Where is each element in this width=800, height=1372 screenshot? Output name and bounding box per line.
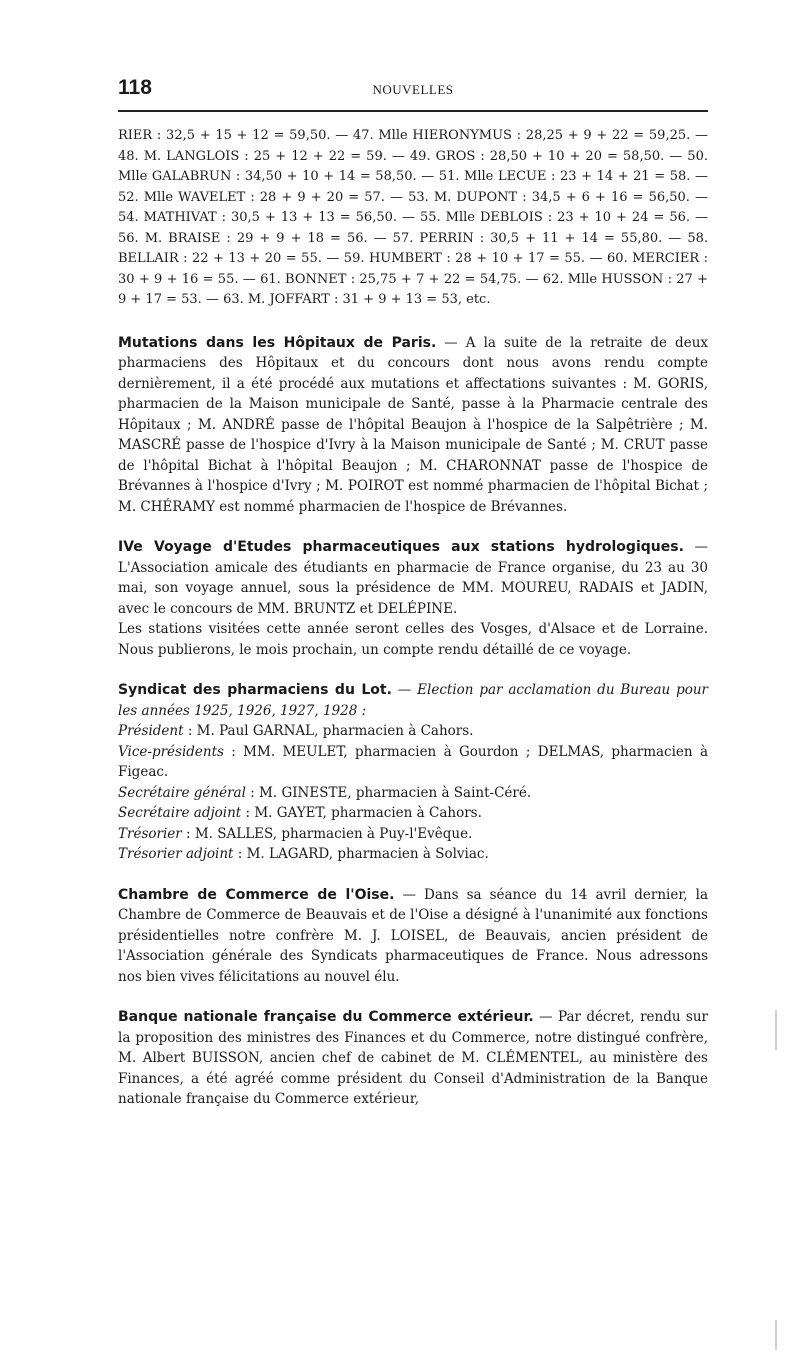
page-number: 118 — [118, 76, 152, 99]
mutations-text: — A la suite de la retraite de deux pharmaciens des Hôpitaux et du concours dont nous avons rendu compte dernièrement, il a été procédé aux mutations et affectations suivantes : M. GORIS, pharmacien de la Maison municipale de Santé, passe à la Pharmacie centrale des Hôpitaux ; M. ANDRÉ passe de l'hôpital Beaujon à l'hospice de la Salpêtrière ; M. MASCRÉ passe de l'hospice d'Ivry à la Maison municipale de Santé ; M. CRUT passe de l'hôpital Bichat à l'hôpital Beaujon ; M. CHARONNAT passe de l'hospice de Brévannes à l'hospice d'Ivry ; M. POIROT est nommé pharmacien de l'hôpital Bichat ; M. CHÉRAMY est nommé pharmacien de l'hospice de Brévannes. — [118, 334, 708, 515]
mutations-paragraph — [118, 333, 708, 518]
bureau-line — [118, 721, 708, 742]
bureau-line — [118, 824, 708, 845]
exam-results-paragraph: RIER : 32,5 + 15 + 12 = 59,50. — 47. Mlle HIERONYMUS : 28,25 + 9 + 22 = 59,25. — 48. M. LANGLOIS : 25 + 12 + 22 = 59. — 49. GROS : 28,50 + 10 + 20 = 58,50. — 50. Mlle GALABRUN : 34,50 + 10 + 14 = 58,50. — 51. Mlle LECUE : 23 + 14 + 21 = 58. — 52. Mlle WAVELET : 28 + 9 + 20 = 57. — 53. M. DUPONT : 34,5 + 6 + 16 = 56,50. — 54. MATHIVAT : 30,5 + 13 + 13 = 56,50. — 55. Mlle DEBLOIS : 23 + 10 + 24 = 56. — 56. M. BRAISE : 29 + 9 + 18 = 56. — 57. PERRIN : 30,5 + 11 + 14 = 55,80. — 58. BELLAIR : 22 + 13 + 20 = 55. — 59. HUMBERT : 28 + 10 + 17 = 55. — 60. MERCIER : 30 + 9 + 16 = 55. — 61. BONNET : 25,75 + 7 + 22 = 54,75. — 62. Mlle HUSSON : 27 + 9 + 17 = 53. — 63. M. JOFFART : 31 + 9 + 13 = 53, etc. — [118, 128, 708, 307]
scan-edge-mark — [775, 1320, 777, 1350]
chambre-text: — Dans sa séance du 14 avril dernier, la Chambre de Commerce de Beauvais et de l'Oise a désigné à l'unanimité aux fonctions présidentielles notre confrère M. J. LOISEL, de Beauvais, ancien président de l'Association générale des Syndicats pharmaceutiques de France. Nous adressons nos bien vives félicitations au nouvel élu. — [118, 886, 709, 985]
section-mutations — [118, 333, 708, 518]
section-voyage — [118, 537, 708, 660]
voyage-text: — L'Association amicale des étudiants en pharmacie de France organise, du 23 au 30 mai, son voyage annuel, sous la présidence de MM. MOUREU, RADAIS et JADIN, avec le concours de MM. BRUNTZ et DELÉPINE. — [118, 539, 709, 617]
bureau-member: : M. GAYET, pharmacien à Cahors. — [241, 805, 482, 821]
banque-text: — Par décret, rendu sur la proposition des ministres des Finances et du Commerce, notre distingué confrère, M. Albert BUISSON, ancien chef de cabinet de M. CLÉMENTEL, au ministère des Finances, a été agréé comme président du Conseil d'Administration de la Banque nationale française du Commerce extérieur, — [118, 1009, 708, 1107]
chambre-heading: Chambre de Commerce de l'Oise. — [118, 886, 395, 903]
bureau-member: : M. LAGARD, pharmacien à Solviac. — [233, 846, 489, 862]
bureau-member: : M. Paul GARNAL, pharmacien à Cahors. — [183, 723, 474, 739]
bureau-role: Vice-présidents — [118, 743, 224, 760]
bureau-member: : M. GINESTE, pharmacien à Saint-Céré. — [245, 784, 532, 801]
syndicat-paragraph — [118, 680, 708, 721]
bureau-member: : M. SALLES, pharmacien à Puy-l'Evêque. — [181, 825, 473, 842]
banque-heading: Banque nationale française du Commerce extérieur. — [118, 1009, 534, 1025]
bureau-line — [118, 803, 708, 824]
voyage-heading: IVe Voyage d'Etudes pharmaceutiques aux stations hydrologiques. — [118, 539, 684, 555]
section-chambre — [118, 885, 708, 988]
bureau-role: Trésorier — [118, 825, 182, 842]
bureau-line — [118, 783, 708, 804]
bureau-role: Président — [118, 723, 184, 739]
section-banque — [118, 1007, 708, 1110]
header-rule — [118, 110, 708, 112]
banque-paragraph — [118, 1007, 708, 1110]
syndicat-intro: — Election par acclamation du Bureau pour les années 1925, 1926, 1927, 1928 : — [118, 682, 708, 719]
page-body — [118, 126, 708, 1130]
section-syndicat — [118, 680, 708, 865]
voyage-paragraph-2: Les stations visitées cette année seront celles des Vosges, d'Alsace et de Lorraine. Nous publierons, le mois prochain, un compte rendu détaillé de ce voyage. — [118, 621, 708, 658]
page-header — [118, 76, 708, 106]
bureau-role: Trésorier adjoint — [118, 846, 234, 862]
bureau-line — [118, 844, 708, 865]
running-title: NOUVELLES — [372, 82, 454, 97]
bureau-role: Secrétaire général — [118, 784, 246, 801]
bureau-line — [118, 742, 708, 783]
syndicat-heading: Syndicat des pharmaciens du Lot. — [118, 682, 392, 698]
bureau-member: : MM. MEULET, pharmacien à Gourdon ; DELMAS, pharmacien à Figeac. — [118, 743, 708, 780]
chambre-paragraph — [118, 885, 708, 988]
scan-edge-mark — [775, 1010, 777, 1050]
voyage-paragraph — [118, 537, 708, 619]
mutations-heading: Mutations dans les Hôpitaux de Paris. — [118, 334, 437, 351]
bureau-role: Secrétaire adjoint — [118, 805, 242, 821]
